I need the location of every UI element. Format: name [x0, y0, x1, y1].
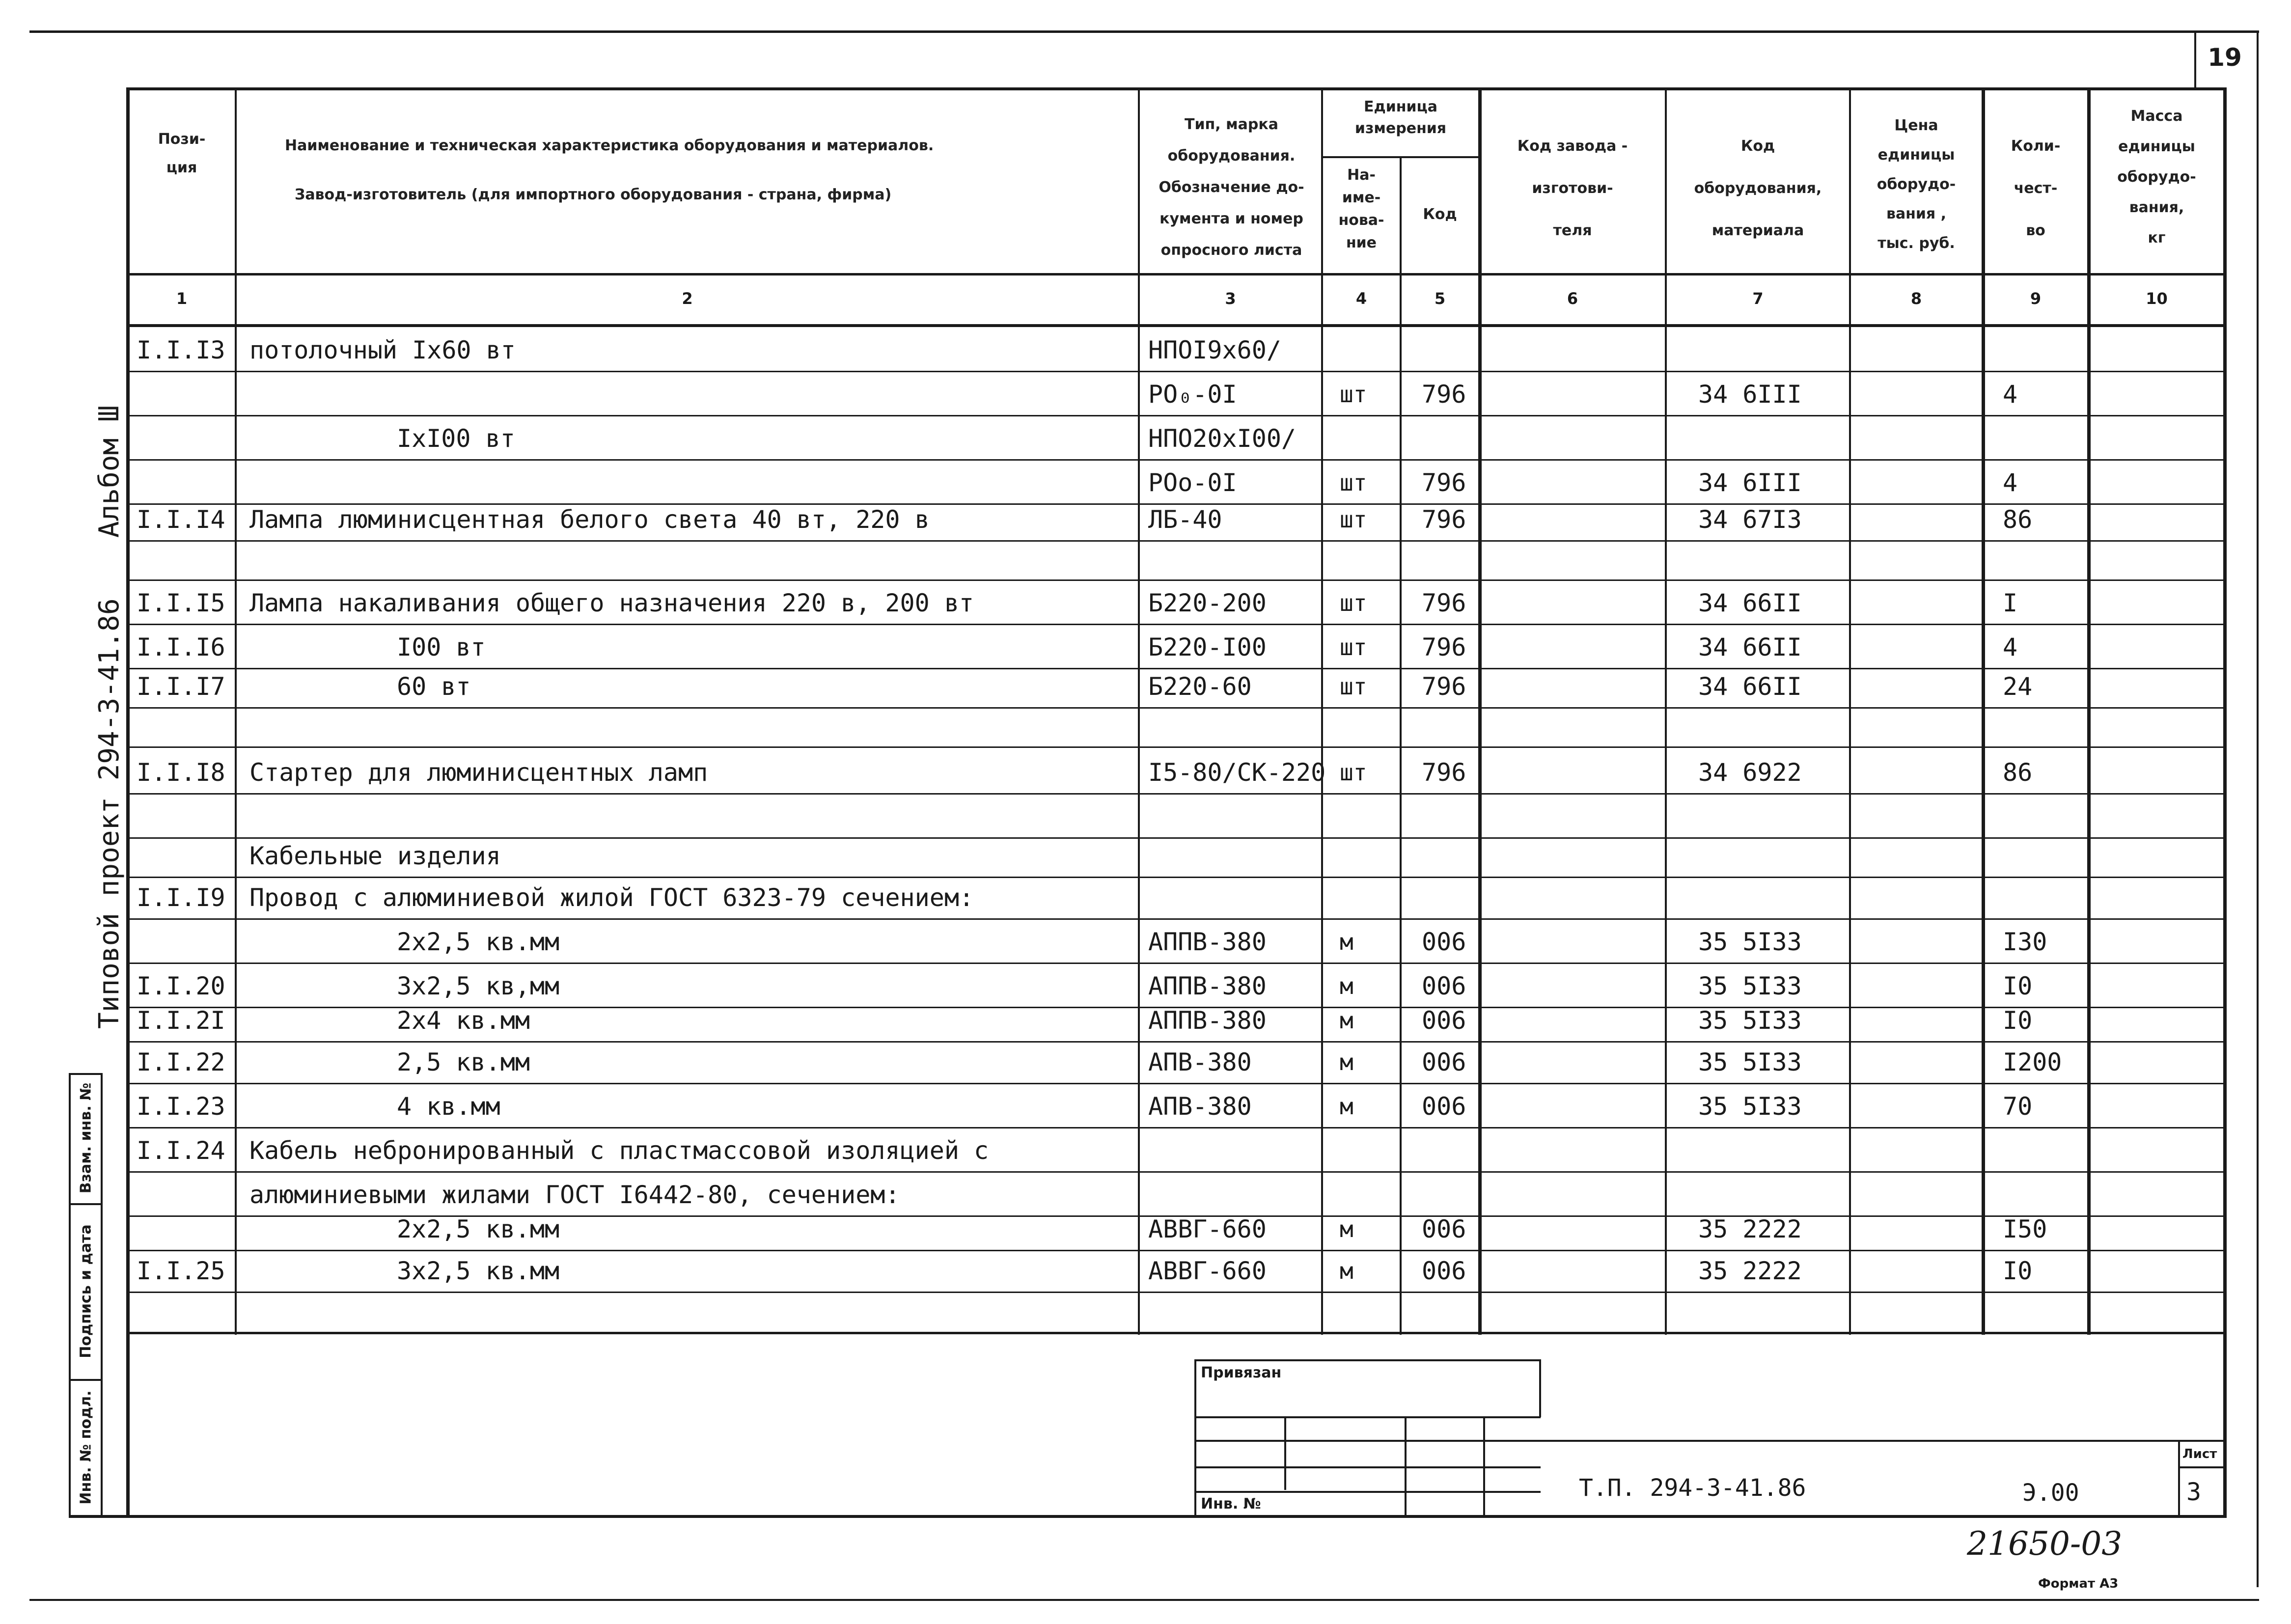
page-number: 19 — [2208, 43, 2242, 72]
row-name: I00 вт — [397, 633, 486, 661]
row-type: РО₀-0I — [1148, 380, 1237, 409]
col-sep-3 — [1321, 87, 1323, 1335]
col-sep-4 — [1400, 156, 1402, 1335]
row-matcode: 35 5I33 — [1698, 1092, 1802, 1121]
privyazan-label: Привязан — [1201, 1364, 1282, 1381]
format-label: Формат А3 — [2038, 1576, 2119, 1591]
row-code: 796 — [1422, 672, 1466, 701]
row-position: I.I.I8 — [137, 758, 225, 787]
row-code: 796 — [1422, 589, 1466, 617]
stamp-inv-podl: Инв. № подл. — [77, 1390, 95, 1505]
col-sep-7 — [1849, 87, 1851, 1335]
col-sep-1 — [235, 87, 237, 1335]
table-body-end-rule — [126, 1332, 2225, 1334]
row-name: Стартер для люминисцентных ламп — [249, 758, 708, 787]
row-position: I.I.20 — [137, 972, 225, 1000]
col-number-4: 4 — [1355, 289, 1367, 308]
row-quantity: I0 — [2003, 972, 2033, 1000]
row-code: 006 — [1422, 928, 1466, 956]
row-quantity: I200 — [2003, 1048, 2062, 1076]
row-separator — [128, 1292, 2225, 1293]
row-code: 006 — [1422, 1006, 1466, 1035]
row-code: 796 — [1422, 505, 1466, 534]
row-type: АППВ-380 — [1148, 928, 1267, 956]
row-name: 60 вт — [397, 672, 471, 701]
row-separator — [128, 837, 2225, 839]
col-number-6: 6 — [1567, 289, 1578, 308]
row-type: НПОI9х60/ — [1148, 336, 1281, 364]
row-separator — [128, 1171, 2225, 1173]
doc-code: Т.П. 294-3-41.86 — [1579, 1474, 1806, 1502]
row-unit: шт — [1340, 634, 1367, 661]
side-project: Типовой проект 294-3-41.86 — [93, 598, 125, 1029]
row-type: АПВ-380 — [1148, 1092, 1252, 1121]
privyazan-col-2 — [1405, 1416, 1407, 1516]
row-matcode: 35 5I33 — [1698, 928, 1802, 956]
row-unit: м — [1340, 973, 1353, 999]
stamp-rule-1 — [69, 1203, 102, 1205]
page-top-rule — [29, 30, 2259, 33]
row-quantity: I — [2003, 589, 2018, 617]
row-separator — [128, 707, 2225, 709]
col-sep-2 — [1138, 87, 1140, 1335]
table-right-border — [2223, 87, 2227, 1516]
col-number-2: 2 — [682, 289, 693, 308]
row-matcode: 34 6III — [1698, 380, 1802, 409]
numbers-row-bottom-rule — [126, 324, 2225, 327]
row-unit: шт — [1340, 673, 1367, 700]
row-name: Кабельные изделия — [249, 842, 501, 870]
row-position: I.I.25 — [137, 1257, 225, 1285]
row-code: 006 — [1422, 1048, 1466, 1076]
row-type: АВВГ-660 — [1148, 1215, 1267, 1243]
page-number-box-left — [2194, 30, 2196, 90]
row-position: I.I.I9 — [137, 883, 225, 912]
row-quantity: I0 — [2003, 1257, 2033, 1285]
row-separator — [128, 1127, 2225, 1129]
table-top-border — [126, 87, 2225, 90]
row-position: I.I.23 — [137, 1092, 225, 1121]
row-separator — [128, 415, 2225, 416]
row-position: I.I.22 — [137, 1048, 225, 1076]
header-col3: Тип, марка оборудования. Обозначение до- кумента и номер опросного листа — [1159, 116, 1304, 259]
row-matcode: 35 2222 — [1698, 1215, 1802, 1243]
row-type: АППВ-380 — [1148, 972, 1267, 1000]
privyazan-rule-1 — [1194, 1416, 1541, 1418]
row-name: 3х2,5 кв,мм — [397, 972, 560, 1000]
row-type: Б220-200 — [1148, 589, 1267, 617]
row-type: АВВГ-660 — [1148, 1257, 1267, 1285]
stamp-zam-inv: Взам. инв. № — [77, 1082, 95, 1194]
row-quantity: 4 — [2003, 633, 2018, 661]
row-matcode: 35 5I33 — [1698, 972, 1802, 1000]
header-col8: Цена единицы оборудо- вания , тыс. руб. — [1877, 117, 1956, 252]
row-matcode: 34 67I3 — [1698, 505, 1802, 534]
row-quantity: 24 — [2003, 672, 2033, 701]
row-name: алюминиевыми жилами ГОСТ I6442-80, сечением: — [249, 1181, 900, 1209]
col-sep-8 — [1982, 87, 1985, 1335]
row-quantity: I30 — [2003, 928, 2047, 956]
privyazan-rule-2 — [1194, 1440, 1541, 1442]
row-unit: м — [1340, 1258, 1353, 1284]
row-code: 796 — [1422, 758, 1466, 787]
header-col45: Единица измерения — [1354, 98, 1447, 137]
row-unit: шт — [1340, 759, 1367, 786]
row-separator — [128, 668, 2225, 669]
unit-subheader-rule — [1321, 156, 1480, 158]
row-quantity: 86 — [2003, 505, 2033, 534]
row-quantity: 4 — [2003, 380, 2018, 409]
row-quantity: I50 — [2003, 1215, 2047, 1243]
row-unit: шт — [1340, 506, 1367, 533]
privyazan-col-1 — [1284, 1416, 1286, 1490]
row-code: 796 — [1422, 380, 1466, 409]
stamp-rule-2 — [69, 1379, 102, 1381]
row-matcode: 34 66II — [1698, 672, 1802, 701]
row-name: Провод с алюминиевой жилой ГОСТ 6323-79 сечением: — [249, 883, 974, 912]
col-number-8: 8 — [1910, 289, 1922, 308]
header-bottom-rule — [126, 273, 2225, 275]
row-position: I.I.I6 — [137, 633, 225, 661]
stamp-signature-date: Подпись и дата — [77, 1224, 95, 1358]
row-position: I.I.2I — [137, 1006, 225, 1035]
row-type: АППВ-380 — [1148, 1006, 1267, 1035]
page-bottom-rule — [29, 1599, 2259, 1601]
header-col1: Пози- ция — [158, 131, 206, 176]
stamp-right-border — [101, 1073, 103, 1516]
header-col6: Код завода - изготови- теля — [1517, 138, 1628, 239]
row-type: НПО20хI00/ — [1148, 424, 1297, 453]
col-number-9: 9 — [2030, 289, 2042, 308]
row-matcode: 35 5I33 — [1698, 1048, 1802, 1076]
row-name: IхI00 вт — [397, 424, 515, 453]
header-col10: Масса единицы оборудо- вания, кг — [2117, 108, 2196, 247]
row-separator — [128, 1041, 2225, 1043]
row-separator — [128, 877, 2225, 878]
col-sep-9 — [2087, 87, 2091, 1335]
row-unit: м — [1340, 1216, 1353, 1242]
row-matcode: 35 5I33 — [1698, 1006, 1802, 1035]
privyazan-left — [1194, 1359, 1196, 1516]
row-name: 3х2,5 кв.мм — [397, 1257, 560, 1285]
row-code: 006 — [1422, 972, 1466, 1000]
header-col4: На- име- нова- ние — [1338, 166, 1384, 251]
row-matcode: 34 6922 — [1698, 758, 1802, 787]
row-name: потолочный Iх60 вт — [249, 336, 516, 364]
row-code: 796 — [1422, 468, 1466, 497]
row-unit: шт — [1340, 590, 1367, 616]
row-name: 2х2,5 кв.мм — [397, 1215, 560, 1243]
row-unit: м — [1340, 1007, 1353, 1034]
row-quantity: 86 — [2003, 758, 2033, 787]
col-number-7: 7 — [1752, 289, 1764, 308]
row-separator — [128, 371, 2225, 372]
row-name: 2х4 кв.мм — [397, 1006, 530, 1035]
row-unit: м — [1340, 1093, 1353, 1120]
row-unit: шт — [1340, 469, 1367, 496]
row-name: 4 кв.мм — [397, 1092, 500, 1121]
row-separator — [128, 793, 2225, 795]
row-separator — [128, 540, 2225, 542]
privyazan-rule-3 — [1194, 1466, 1541, 1468]
row-matcode: 34 66II — [1698, 589, 1802, 617]
sheet-label: Лист — [2182, 1447, 2217, 1461]
row-matcode: 35 2222 — [1698, 1257, 1802, 1285]
row-separator — [128, 746, 2225, 748]
row-type: I5-80/СК-220 — [1148, 758, 1326, 787]
sheet-box-left — [2178, 1440, 2180, 1516]
row-separator — [128, 918, 2225, 920]
row-separator — [128, 1250, 2225, 1251]
row-separator — [128, 624, 2225, 625]
privyazan-right — [1539, 1359, 1541, 1417]
row-matcode: 34 66II — [1698, 633, 1802, 661]
header-col5: Код — [1423, 206, 1457, 223]
row-type: РОо-0I — [1148, 468, 1237, 497]
row-quantity: I0 — [2003, 1006, 2033, 1035]
row-unit: шт — [1340, 381, 1367, 408]
privyazan-rule-4 — [1194, 1491, 1541, 1493]
row-separator — [128, 1083, 2225, 1084]
stamp-left-border — [69, 1073, 71, 1516]
row-name: Кабель небронированный с пластмассовой изоляцией с — [249, 1136, 989, 1165]
header-col2: Наименование и техническая характеристика оборудования и материалов. Завод-изготовитель (для импортного оборудования - страна, фирма) — [285, 137, 934, 203]
sheet-box-rule — [2178, 1466, 2225, 1468]
row-type: ЛБ-40 — [1148, 505, 1222, 534]
table-bottom-border — [69, 1515, 2227, 1518]
col-sep-6 — [1665, 87, 1667, 1335]
row-code: 006 — [1422, 1257, 1466, 1285]
row-type: АПВ-380 — [1148, 1048, 1252, 1076]
row-position: I.I.I4 — [137, 505, 225, 534]
page-right-rule — [2257, 30, 2259, 1587]
row-code: 006 — [1422, 1092, 1466, 1121]
row-name: 2х2,5 кв.мм — [397, 928, 560, 956]
row-separator — [128, 963, 2225, 964]
row-name: 2,5 кв.мм — [397, 1048, 530, 1076]
side-album: Альбом Ш — [93, 405, 125, 538]
row-type: Б220-I00 — [1148, 633, 1267, 661]
row-code: 006 — [1422, 1215, 1466, 1243]
row-position: I.I.I5 — [137, 589, 225, 617]
row-separator — [128, 579, 2225, 581]
privyazan-top — [1194, 1359, 1541, 1361]
privyazan-col-3 — [1483, 1416, 1485, 1516]
row-quantity: 70 — [2003, 1092, 2033, 1121]
row-name: Лампа накаливания общего назначения 220 в, 200 вт — [249, 589, 974, 617]
section-code: Э.00 — [2022, 1479, 2079, 1507]
row-position: I.I.I7 — [137, 672, 225, 701]
row-name: Лампа люминисцентная белого света 40 вт, 220 в — [249, 505, 930, 534]
sheet-number: 3 — [2186, 1478, 2202, 1506]
col-number-1: 1 — [176, 289, 188, 308]
row-quantity: 4 — [2003, 468, 2018, 497]
row-unit: м — [1340, 1049, 1353, 1075]
header-col7: Код оборудования, материала — [1694, 138, 1822, 239]
header-col9: Коли- чест- во — [2011, 138, 2061, 239]
row-separator — [128, 459, 2225, 461]
row-matcode: 34 6III — [1698, 468, 1802, 497]
row-type: Б220-60 — [1148, 672, 1252, 701]
col-sep-5 — [1478, 87, 1482, 1335]
col-number-5: 5 — [1434, 289, 1446, 308]
title-block-top — [1539, 1440, 2227, 1442]
row-code: 796 — [1422, 633, 1466, 661]
col-number-3: 3 — [1225, 289, 1236, 308]
row-position: I.I.24 — [137, 1136, 225, 1165]
row-unit: м — [1340, 929, 1353, 955]
col-number-10: 10 — [2146, 289, 2168, 308]
row-position: I.I.I3 — [137, 336, 225, 364]
inv-no-label: Инв. № — [1201, 1495, 1261, 1513]
handwritten-number: 21650-03 — [1967, 1525, 2123, 1563]
